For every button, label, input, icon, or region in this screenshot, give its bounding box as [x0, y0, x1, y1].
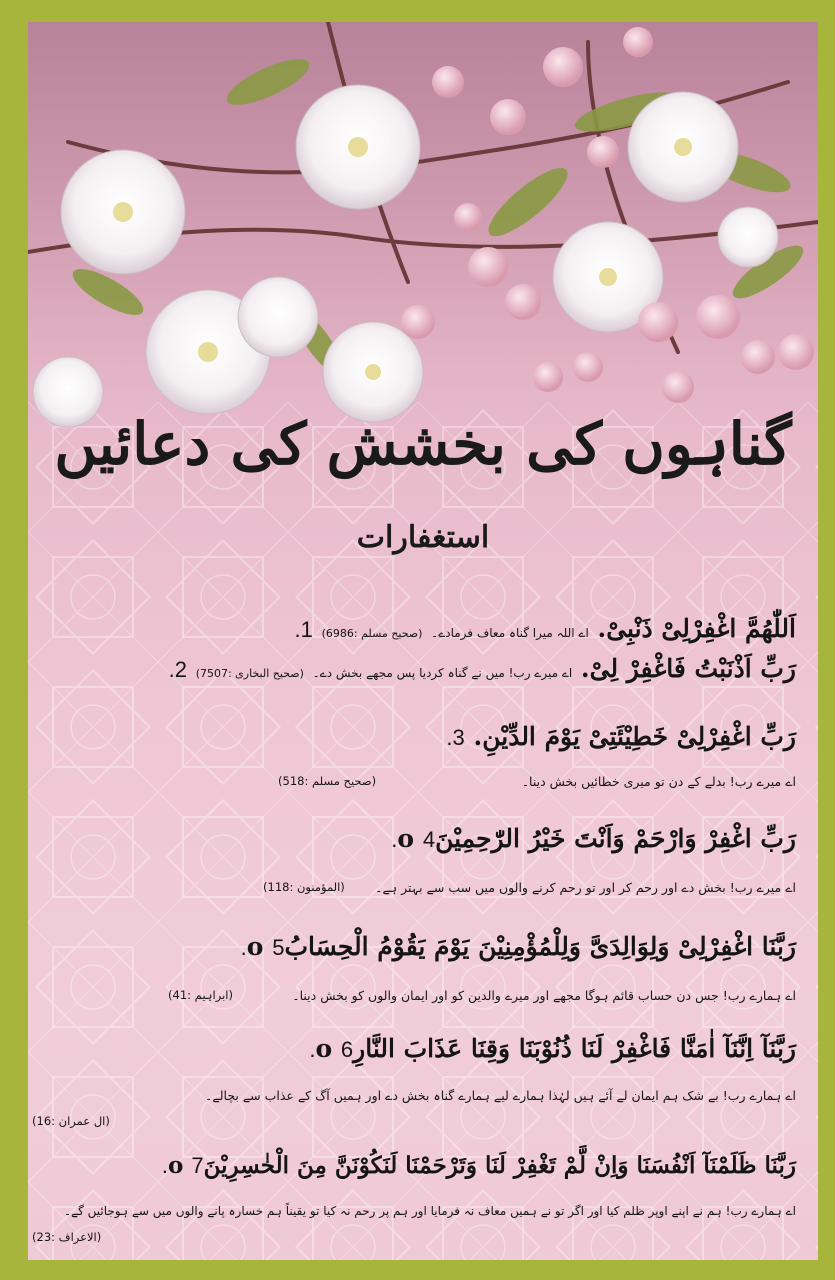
dua-2 [169, 654, 796, 683]
dua-number: 6. [309, 1037, 354, 1062]
dua-number: 7. [161, 1153, 204, 1178]
dua-5 [241, 932, 796, 961]
dua-6-translation: اے ہمارے رب! بے شک ہم ایمان لے آئے ہیں لہٰذا ہمارے لیے ہمارے گناہ بخش دے اور ہمیں آگ کے عذاب سے بچالے۔ [205, 1088, 796, 1103]
dua-reference: (صحیح البخاری :7507) [195, 667, 304, 680]
dua-text: رَبَّنَا اغْفِرْلِیْ وَلِوَالِدَیَّ وَلِلْمُؤْمِنِیْنَ یَوْمَ یَقُوْمُ الْحِسَابُo [246, 932, 796, 961]
page-title: گناہوں کی بخشش کی دعائیں [54, 410, 792, 478]
dua-text: رَبِّ اَذْنَبْتُ فَاغْفِرْ لِیْ. [580, 654, 796, 683]
dua-text: رَبَّنَا ظَلَمْنَآ اَنْفُسَنَا وَاِنْ لَّمْ تَغْفِرْ لَنَا وَتَرْحَمْنَا لَنَكُوْنَنَّ مِنَ الْخٰسِرِیْنَo [168, 1152, 796, 1179]
dua-3-translation: اے میرے رب! بدلے کے دن تو میری خطائیں بخش دینا۔ [521, 774, 796, 789]
dua-translation: اے میرے رب! میں نے گناہ کردیا پس مجھے بخش دے۔ [312, 666, 573, 680]
dua-number: 3. [446, 725, 465, 750]
dua-text: رَبِّ اغْفِرْ وَارْحَمْ وَاَنْتَ خَیْرُ الرّٰحِمِیْنَo [397, 824, 796, 853]
page-subtitle: استغفارات [356, 520, 490, 555]
dua-4 [391, 824, 796, 853]
dua-number: 1. [294, 617, 313, 642]
dua-translation: اے اللہ میرا گناہ معاف فرمادے۔ [431, 626, 589, 640]
dua-7-reference: (الاعراف :23) [32, 1230, 102, 1244]
dua-number: 2. [168, 657, 187, 682]
dua-5-translation: اے ہمارے رب! جس دن حساب قائم ہوگا مجھے اور میرے والدین کو اور ایمان والوں کو بخش دینا۔ [292, 988, 796, 1003]
dua-3 [446, 722, 796, 751]
dua-text: اَللّٰھُمَّ اغْفِرْلِیْ ذَنْبِیْ. [597, 614, 796, 643]
dua-6-reference: (ال عمران :16) [32, 1114, 110, 1128]
dua-3-reference: (صحیح مسلم :518) [278, 774, 377, 788]
dua-reference: (صحیح مسلم :6986) [321, 627, 423, 640]
card [28, 22, 818, 1260]
flower-photo [28, 22, 818, 442]
dua-6 [309, 1034, 796, 1063]
dua-4-translation: اے میرے رب! بخش دے اور رحم کر اور تو رحم کرنے والوں میں سب سے بہتر ہے۔ [375, 880, 796, 895]
dua-text: رَبِّ اغْفِرْلِیْ خَطِیْئَتِیْ یَوْمَ الدِّیْنِ. [473, 722, 796, 751]
dua-text: رَبَّنَآ اِنَّنَآ اٰمَنَّا فَاغْفِرْ لَنَا ذُنُوْبَنَا وَقِنَا عَذَابَ النَّارِo [315, 1034, 796, 1063]
dua-4-reference: (المؤمنون :118) [263, 880, 345, 894]
dua-number: 5. [240, 935, 285, 960]
dua-1 [295, 614, 796, 643]
dua-7-translation: اے ہمارے رب! ہم نے اپنے اوپر ظلم کیا اور اگر تو نے ہمیں معاف نہ فرمایا اور ہم پر رحم نہ کیا تو یقیناً ہم خسارہ پانے والوں میں سے ہوجائیں گے۔ [64, 1204, 796, 1218]
dua-7 [162, 1152, 796, 1179]
dua-5-reference: (ابراہیم :41) [168, 988, 233, 1002]
dua-number: 4. [391, 827, 436, 852]
